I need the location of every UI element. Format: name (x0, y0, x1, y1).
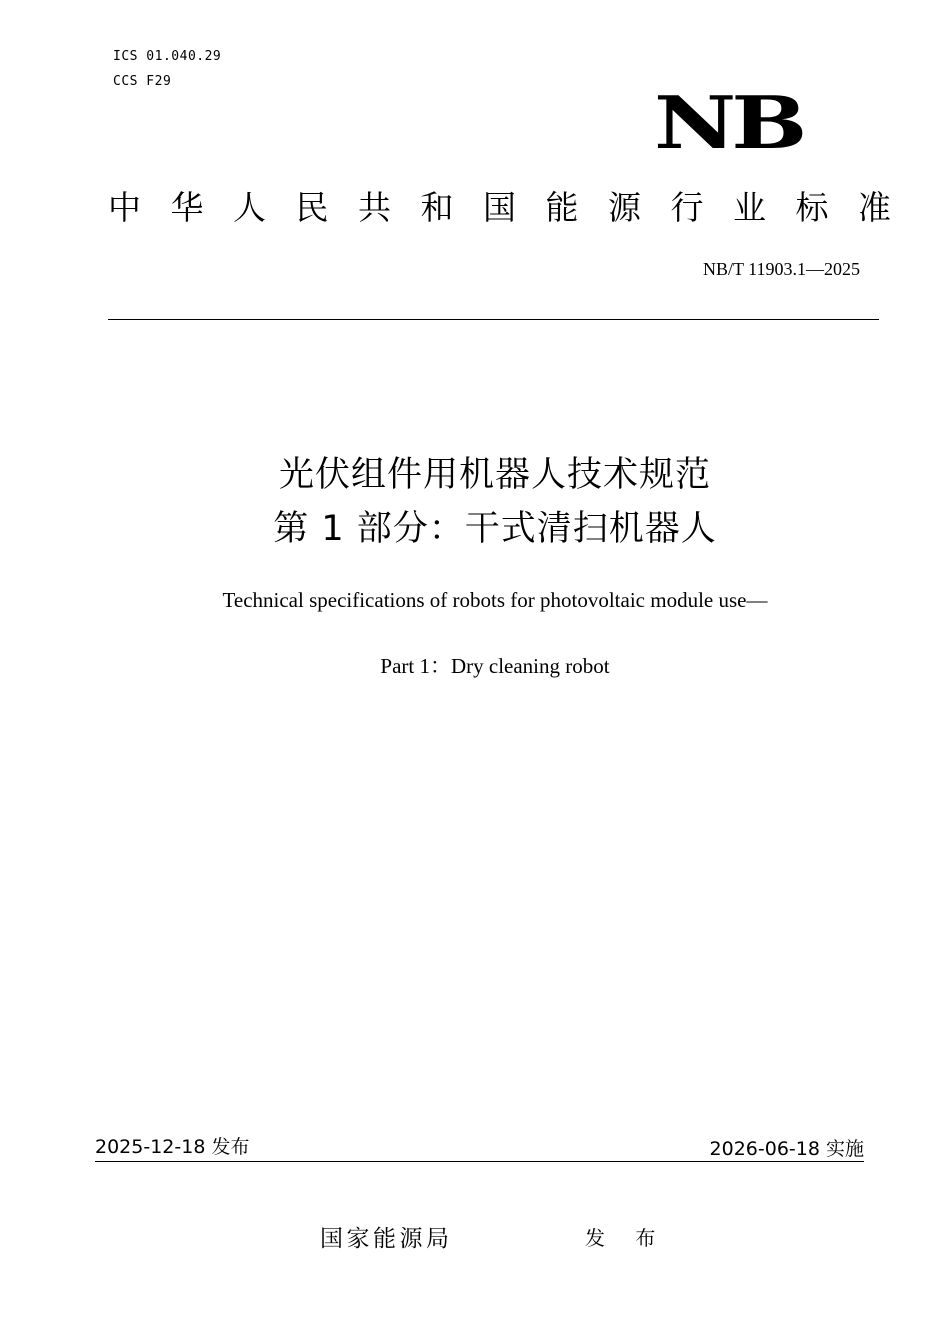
title-en-line1: Technical specifications of robots for photovoltaic module use— (222, 588, 768, 612)
implementation-date: 2026-06-18 实施 (709, 1138, 864, 1160)
issue-label: 发 布 (585, 1226, 668, 1250)
standard-category: 中华人民共和国能源行业标准 (108, 188, 921, 227)
title-en-line2: Part 1：Dry cleaning robot (380, 654, 610, 678)
title-cn-line1: 光伏组件用机器人技术规范 (278, 455, 711, 495)
ics-code: ICS 01.040.29 (113, 49, 222, 64)
issuing-authority: 国家能源局 (320, 1226, 453, 1252)
title-cn-line2: 第 1 部分：干式清扫机器人 (273, 509, 717, 549)
standard-code: NB/T 11903.1—2025 (702, 259, 860, 279)
nb-logo: NB (654, 80, 803, 165)
issue-date: 2025-12-18 发布 (95, 1136, 250, 1158)
header-divider (108, 319, 879, 320)
ccs-code: CCS F29 (113, 74, 172, 89)
footer-divider (95, 1161, 864, 1162)
